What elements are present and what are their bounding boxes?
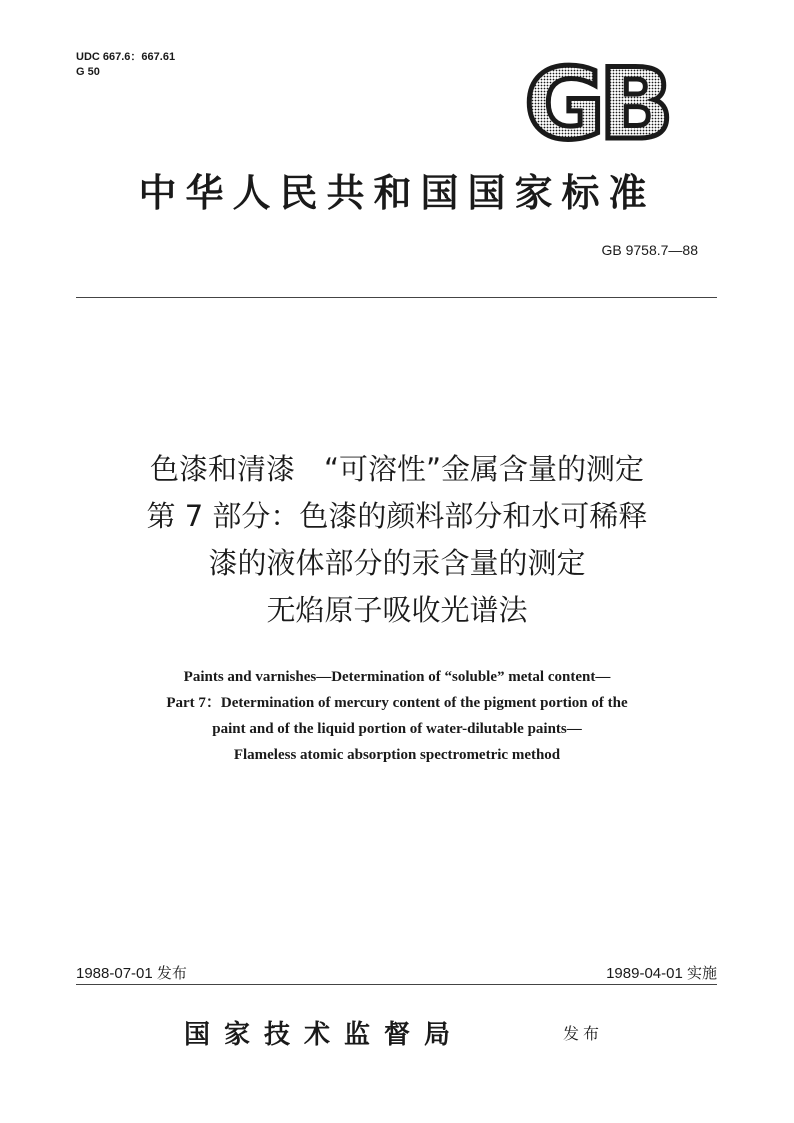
issuing-authority: 国家技术监督局	[184, 1020, 465, 1050]
english-title	[0, 664, 794, 768]
english-title-line: paint and of the liquid portion of water-dilutable paints—	[212, 721, 582, 737]
udc-block	[76, 50, 175, 80]
national-standard-title: 中华人民共和国国家标准	[138, 170, 656, 215]
english-title-line: Part 7：Determination of mercury content of the pigment portion of the	[166, 695, 628, 711]
chinese-title	[0, 446, 794, 634]
chinese-title-line: 漆的液体部分的汞含量的测定	[208, 546, 586, 580]
udc-code: UDC 667.6：667.61	[76, 51, 176, 63]
classification-code: G 50	[76, 66, 100, 78]
bottom-divider	[76, 984, 717, 985]
svg-text:GB: GB	[524, 60, 668, 144]
top-divider	[76, 297, 717, 298]
gb-logo	[516, 60, 680, 144]
effective-date: 1989-04-01 实施	[606, 965, 717, 982]
english-title-line: Paints and varnishes—Determination of “soluble” metal content—	[183, 669, 611, 685]
issue-date: 1988-07-01 发布	[76, 965, 187, 982]
chinese-title-line: 第 7 部分：色漆的颜料部分和水可稀释	[146, 499, 648, 533]
chinese-title-line: 色漆和清漆 “可溶性”金属含量的测定	[149, 452, 645, 486]
english-title-line: Flameless atomic absorption spectrometric method	[233, 747, 561, 763]
issue-label: 发布	[563, 1024, 604, 1043]
chinese-title-line: 无焰原子吸收光谱法	[266, 593, 528, 627]
standard-number: GB 9758.7—88	[601, 242, 698, 258]
